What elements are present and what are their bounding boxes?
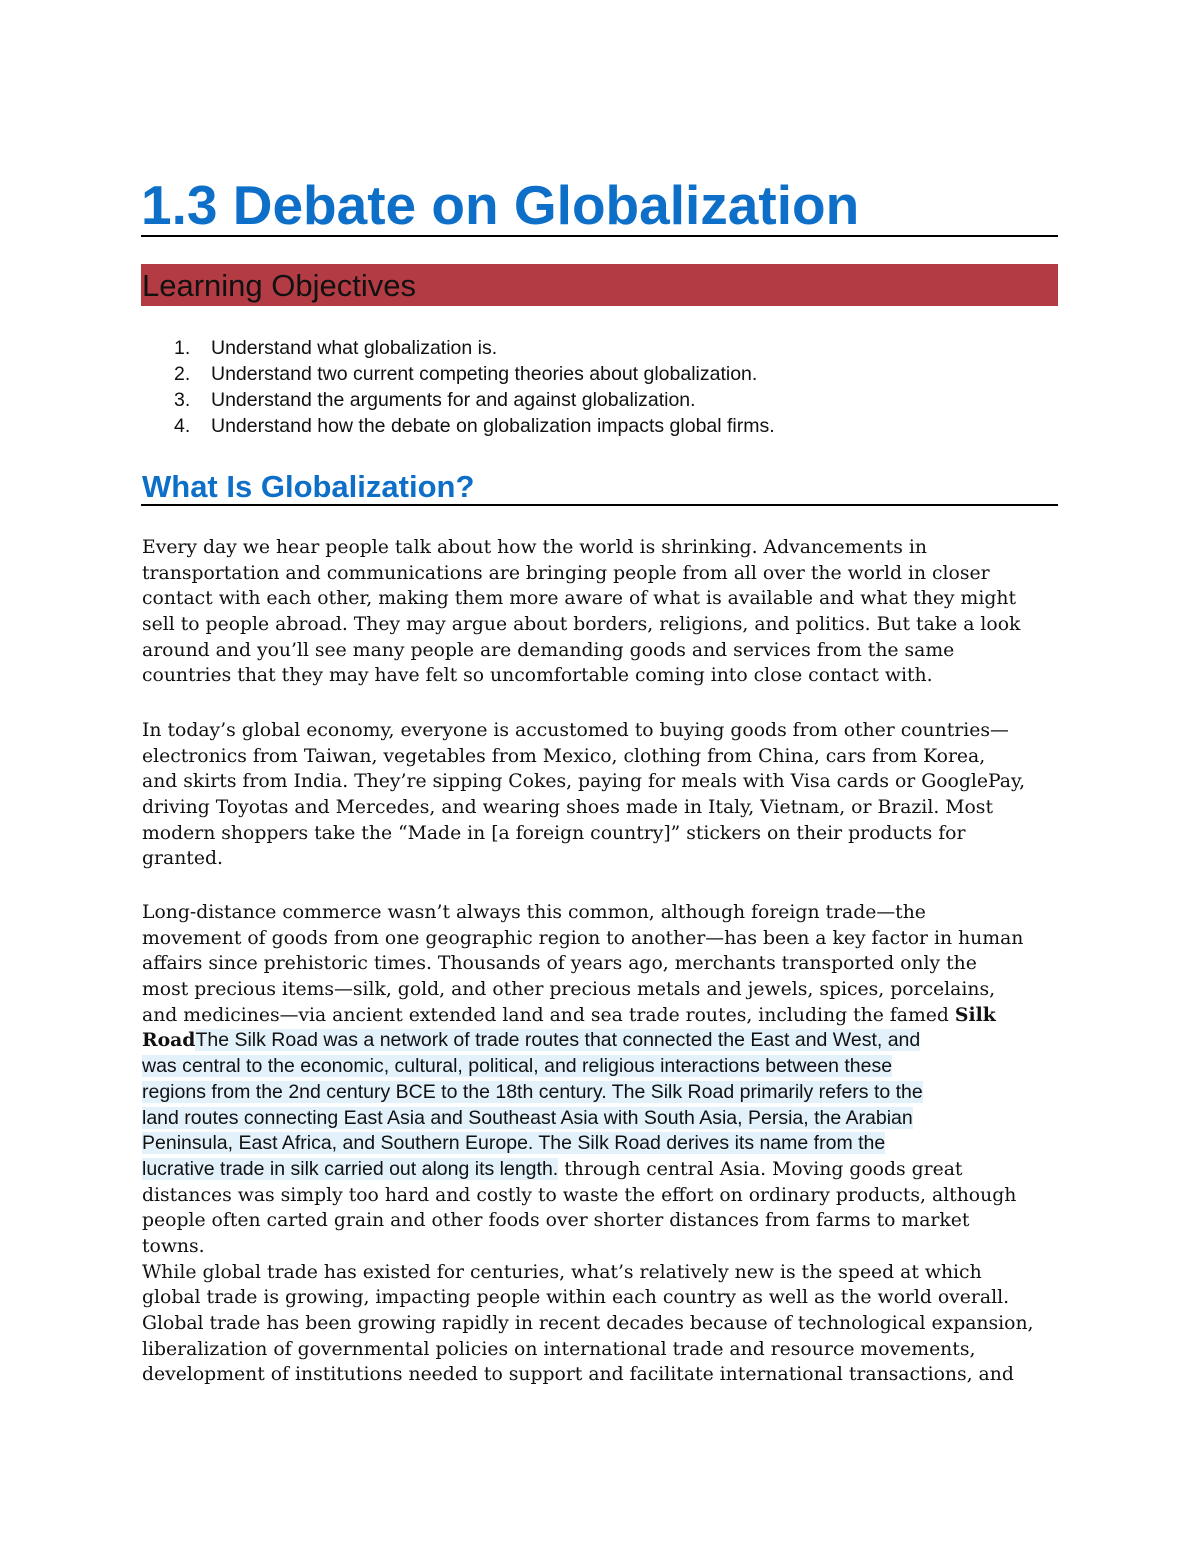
list-item-number: 1. [174,337,191,359]
list-item-text: Understand how the debate on globalization impacts global firms. [211,415,775,437]
paragraph-line: around and you’ll see many people are demanding goods and services from the same [142,639,955,661]
paragraph-line: people often carted grain and other foods over shorter distances from farms to market [142,1210,970,1232]
paragraph-line: most precious items—silk, gold, and other precious metals and jewels, spices, porcelains, [142,979,996,1001]
list-item [141,361,1058,387]
paragraph-line: countries that they may have felt so uncomfortable coming into close contact with. [142,665,933,687]
learning-objectives-list [141,335,1058,439]
learning-objectives-banner [141,264,1058,306]
paragraph-line: distances was simply too hard and costly to waste the effort on ordinary products, although [142,1184,1017,1206]
paragraph-line [142,1028,1059,1054]
paragraph-line [142,1080,1059,1106]
paragraph-line: development of institutions needed to support and facilitate international transactions, and [142,1364,1014,1386]
glossary-definition: land routes connecting East Asia and Southeast Asia with South Asia, Persia, the Arabian [142,1106,913,1129]
glossary-definition: The Silk Road was a network of trade routes that connected the East and West, and [195,1029,921,1052]
paragraph-line: towns. [142,1235,205,1257]
paragraph-line: Global trade has been growing rapidly in recent decades because of technological expansion, [142,1313,1034,1334]
paragraph-1 [142,535,1059,689]
paragraph-line: Every day we hear people talk about how the world is shrinking. Advancements in [142,537,927,558]
paragraph-line: and skirts from India. They’re sipping Cokes, paying for meals with Visa cards or GooglePay, [142,771,1026,793]
paragraph-line: movement of goods from one geographic region to another—has been a key factor in human [142,927,1024,949]
paragraph-text: and medicines—via ancient extended land and sea trade routes, including the famed [142,1004,955,1026]
paragraph-line: Long-distance commerce wasn’t always this common, although foreign trade—the [142,902,926,923]
paragraph-line: driving Toyotas and Mercedes, and wearing shoes made in Italy, Vietnam, or Brazil. Most [142,797,993,819]
glossary-term-silk[interactable]: Silk [954,1003,996,1026]
list-item [141,335,1058,361]
paragraph-line [142,1157,1059,1183]
glossary-definition: regions from the 2nd century BCE to the 18th century. The Silk Road primarily refers to the [142,1080,923,1103]
paragraph-2 [142,718,1059,872]
section-heading: What Is Globalization? [142,469,475,504]
glossary-term-road[interactable]: Road [142,1029,196,1052]
paragraph-line [142,1003,1059,1029]
paragraph-line: In today’s global economy, everyone is accustomed to buying goods from other countries— [142,720,1009,741]
list-item-number: 2. [174,363,191,385]
paragraph-line: transportation and communications are bringing people from all over the world in closer [142,562,990,584]
paragraph-text: through central Asia. Moving goods great [558,1158,963,1180]
learning-objectives-heading: Learning Objectives [142,268,416,303]
title-divider [141,235,1058,237]
paragraph-line: While global trade has existed for centuries, what’s relatively new is the speed at which [142,1261,982,1283]
paragraph-line [142,1106,1059,1132]
paragraph-3 [142,900,1059,1388]
list-item-number: 3. [174,389,191,411]
list-item [141,413,1058,439]
section-divider [141,504,1058,506]
paragraph-line: affairs since prehistoric times. Thousands of years ago, merchants transported only the [142,953,977,975]
glossary-definition: lucrative trade in silk carried out along its length. [142,1157,559,1180]
paragraph-line: sell to people abroad. They may argue about borders, religions, and politics. But take a look [142,614,1021,636]
glossary-definition: was central to the economic, cultural, political, and religious interactions between these [142,1055,893,1078]
paragraph-line: granted. [142,848,223,870]
paragraph-line: modern shoppers take the “Made in [a foreign country]” stickers on their products for [142,822,966,844]
list-item [141,387,1058,413]
list-item-text: Understand what globalization is. [211,337,498,359]
list-item-number: 4. [174,415,191,437]
list-item-text: Understand two current competing theories about globalization. [211,363,758,385]
paragraph-line: global trade is growing, impacting people within each country as well as the world overall. [142,1287,1010,1309]
page-title: 1.3 Debate on Globalization [141,174,860,236]
glossary-definition: Peninsula, East Africa, and Southern Europe. The Silk Road derives its name from the [142,1132,886,1155]
paragraph-line: electronics from Taiwan, vegetables from Mexico, clothing from China, cars from Korea, [142,745,986,767]
paragraph-line: liberalization of governmental policies on international trade and resource movements, [142,1338,976,1360]
paragraph-line: contact with each other, making them more aware of what is available and what they might [142,588,1016,610]
paragraph-line [142,1131,1059,1157]
paragraph-line [142,1054,1059,1080]
list-item-text: Understand the arguments for and against globalization. [211,389,696,411]
